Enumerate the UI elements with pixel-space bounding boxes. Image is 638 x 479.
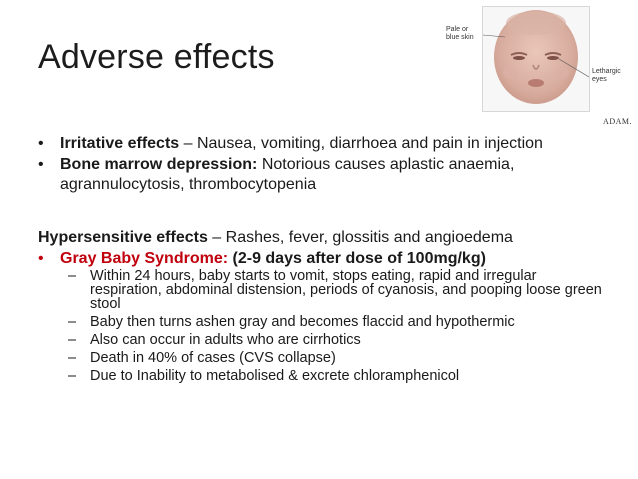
adam-logo: ADAM. (603, 117, 632, 126)
label-lethargic-eyes (592, 68, 621, 84)
sub-bullet-dash: – (68, 350, 77, 366)
gbs-heading: Gray Baby Syndrome: (60, 250, 229, 267)
sub-bullet-text: Death in 40% of cases (CVS collapse) (90, 350, 336, 366)
sub-bullet-text: Also can occur in adults who are cirrhotics (90, 332, 361, 348)
sub-bullet-symptoms (68, 269, 608, 311)
sub-bullet-death-rate (68, 351, 608, 365)
gbs-sub-bullet-list (68, 269, 608, 387)
bullet-text: – Nausea, vomiting, diarrhoea and pain in injection (179, 135, 543, 152)
label-pale-skin-line2: blue skin (446, 34, 474, 41)
bullet-dot: • (38, 156, 44, 173)
sub-bullet-text: Due to Inability to metabolised & excrete chloramphenicol (90, 368, 460, 384)
sub-bullet-dash: – (68, 332, 77, 348)
sub-bullet-dash: – (68, 268, 77, 284)
bullet-heading: Irritative effects (60, 135, 180, 152)
label-lethargic-eyes-line1: Lethargic (592, 68, 621, 75)
hyper-heading: Hypersensitive effects (38, 229, 208, 246)
baby-face-image (483, 7, 589, 111)
bullet-heading: Bone marrow depression: (60, 156, 258, 173)
main-bullet-list (38, 134, 623, 196)
sub-bullet-adults-cirrhotics (68, 333, 608, 347)
baby-photo-frame (482, 6, 590, 112)
gbs-detail: (2-9 days after dose of 100mg/kg) (228, 250, 486, 267)
label-pale-skin (446, 26, 474, 42)
label-pale-skin-line1: Pale or (446, 26, 469, 33)
slide-title: Adverse effects (38, 38, 275, 76)
hyper-text: – Rashes, fever, glossitis and angioedema (207, 229, 513, 246)
sub-bullet-cause (68, 369, 608, 383)
sub-bullet-ashen-gray (68, 315, 608, 329)
bullet-dot: • (38, 135, 44, 152)
gray-baby-syndrome-line (38, 249, 623, 269)
sub-bullet-dash: – (68, 314, 77, 330)
sub-bullet-text: Baby then turns ashen gray and becomes flaccid and hypothermic (90, 314, 515, 330)
bullet-bone-marrow-depression (38, 155, 623, 195)
baby-illustration (446, 6, 632, 132)
sub-bullet-dash: – (68, 368, 77, 384)
bullet-irritative-effects (38, 134, 623, 154)
bullet-dot: • (38, 250, 44, 267)
label-lethargic-eyes-line2: eyes (592, 76, 607, 83)
bullet-text: Notorious causes aplastic anaemia, agrannulocytosis, thrombocytopenia (60, 156, 515, 193)
sub-bullet-text: Within 24 hours, baby starts to vomit, stops eating, rapid and irregular respiration, abdominal distension, periods of cyanosis, and pooping loose green stool (90, 268, 602, 312)
hypersensitive-effects-line (38, 228, 623, 248)
